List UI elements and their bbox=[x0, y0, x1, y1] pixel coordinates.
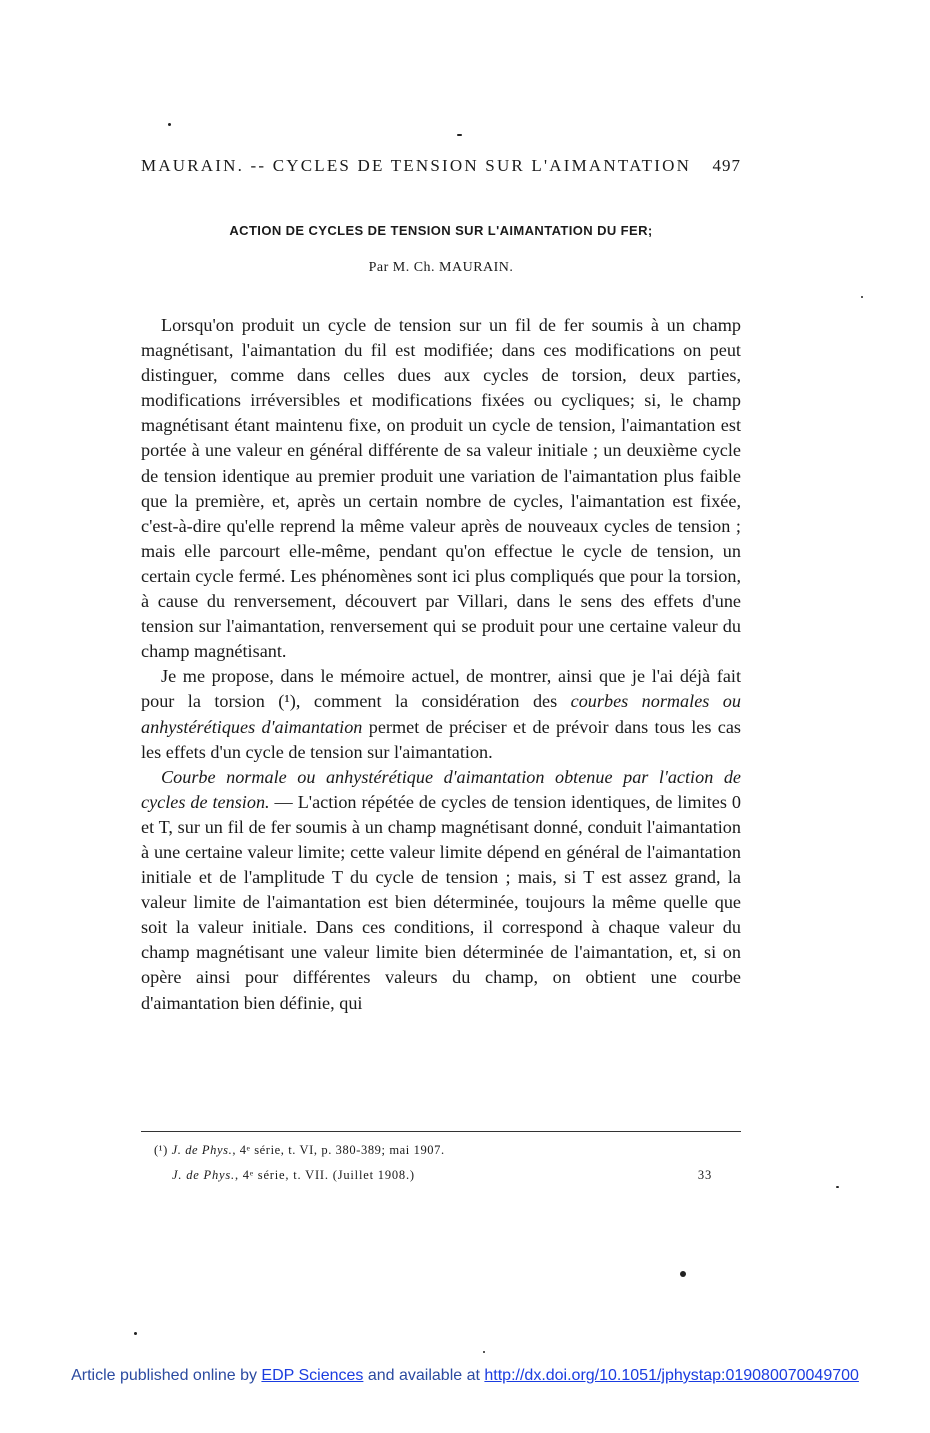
section-heading-inline: Courbe normale ou anhystérétique d'aimantation obtenue par l'action de cycles de tension. bbox=[141, 766, 741, 812]
sheet-number: 33 bbox=[697, 1168, 712, 1182]
paragraph-3 bbox=[141, 765, 741, 1016]
page-number: 497 bbox=[712, 156, 741, 175]
publisher-link[interactable]: EDP Sciences bbox=[261, 1367, 364, 1384]
scan-speck bbox=[836, 1186, 839, 1188]
footnote-text: , 4ᵉ série, t. VI, p. 380-389; mai 1907. bbox=[232, 1143, 445, 1157]
scan-speck bbox=[483, 1351, 485, 1353]
paragraph-2-text-b: permet de préciser et de prévoir dans tous les cas les effets d'un cycle de tension sur l'aimantation. bbox=[141, 716, 741, 762]
article-body bbox=[141, 313, 741, 1016]
footnote-rule bbox=[141, 1131, 741, 1132]
journal-reference bbox=[172, 1168, 722, 1183]
publisher-line bbox=[0, 1367, 930, 1385]
paragraph-1: Lorsqu'on produit un cycle de tension sur un fil de fer soumis à un champ magnétisant, l'aimantation du fil est modifiée; dans ces modifications on peut distinguer, comme dans celles dues aux cycles de torsion, deux parties, modifications irréversibles et modifications fixées ou cycliques; si, le champ magnétisant étant maintenu fixe, on produit un cycle de tension, l'aimantation est portée à une valeur en général différente de sa valeur initiale ; un deuxième cycle de tension identique au premier produit une variation de l'aimantation plus faible que la première, et, après un certain nombre de cycles, l'aimantation est fixée, c'est-à-dire qu'elle reprend la même valeur après de nouveaux cycles de tension ; mais elle parcourt elle-même, pendant qu'on effectue le cycle de tension, un certain cycle fermé. Les phénomènes sont ici plus compliqués que pour la torsion, à cause du renversement, découvert par Villari, dans le sens des effets d'une tension sur l'aimantation, renversement qui se produit pour une certaine valeur du champ magnétisant. bbox=[141, 315, 741, 662]
article-title: ACTION DE CYCLES DE TENSION SUR L'AIMANTATION DU FER; bbox=[229, 223, 653, 238]
journal-ref-text: , 4ᵉ série, t. VII. (Juillet 1908.) bbox=[234, 1168, 415, 1182]
paragraph-2-emphasis: courbes normales ou anhystérétiques d'aimantation bbox=[141, 691, 741, 737]
running-title: MAURAIN. -- CYCLES DE TENSION SUR L'AIMANTATION bbox=[141, 156, 692, 175]
running-head bbox=[141, 156, 741, 176]
paragraph-3-text: — L'action répétée de cycles de tension identiques, de limites 0 et T, sur un fil de fer soumis à un champ magnétisant donné, conduit l'aimantation à une certaine valeur limite; cette valeur limite dépend en général de l'aimantation initiale et de l'amplitude T du cycle de tension ; mais, si T est assez grand, la valeur limite de l'aimantation est bien déterminée, toujours la même quelle que soit la valeur initiale. Dans ces conditions, il correspond à chaque valeur du champ magnétisant une valeur limite bien déterminée de l'aimantation, et, si on opère ainsi pour différentes valeurs du champ, on obtient une courbe d'aimantation bien définie, qui bbox=[141, 791, 741, 1013]
paragraph-2-text-a: Je me propose, dans le mémoire actuel, de montrer, ainsi que je l'ai déjà fait pour la torsion (¹), comment la considération des bbox=[141, 666, 741, 712]
doi-link[interactable]: http://dx.doi.org/10.1051/jphystap:019080070049700 bbox=[484, 1367, 859, 1384]
journal-ref-title: J. de Phys. bbox=[172, 1168, 235, 1182]
article-byline: Par M. Ch. MAURAIN. bbox=[368, 260, 514, 275]
publisher-middle: and available at bbox=[363, 1367, 485, 1384]
footnote-marker: (¹) bbox=[154, 1143, 168, 1157]
scan-speck bbox=[168, 123, 171, 126]
scan-speck bbox=[134, 1332, 137, 1335]
paragraph-2 bbox=[141, 664, 741, 764]
scan-speck bbox=[680, 1271, 686, 1277]
scan-speck bbox=[457, 134, 462, 136]
scan-speck bbox=[861, 296, 863, 298]
publisher-prefix: Article published online by bbox=[71, 1367, 262, 1384]
footnote-journal: J. de Phys. bbox=[171, 1143, 233, 1157]
footnote bbox=[154, 1143, 734, 1158]
